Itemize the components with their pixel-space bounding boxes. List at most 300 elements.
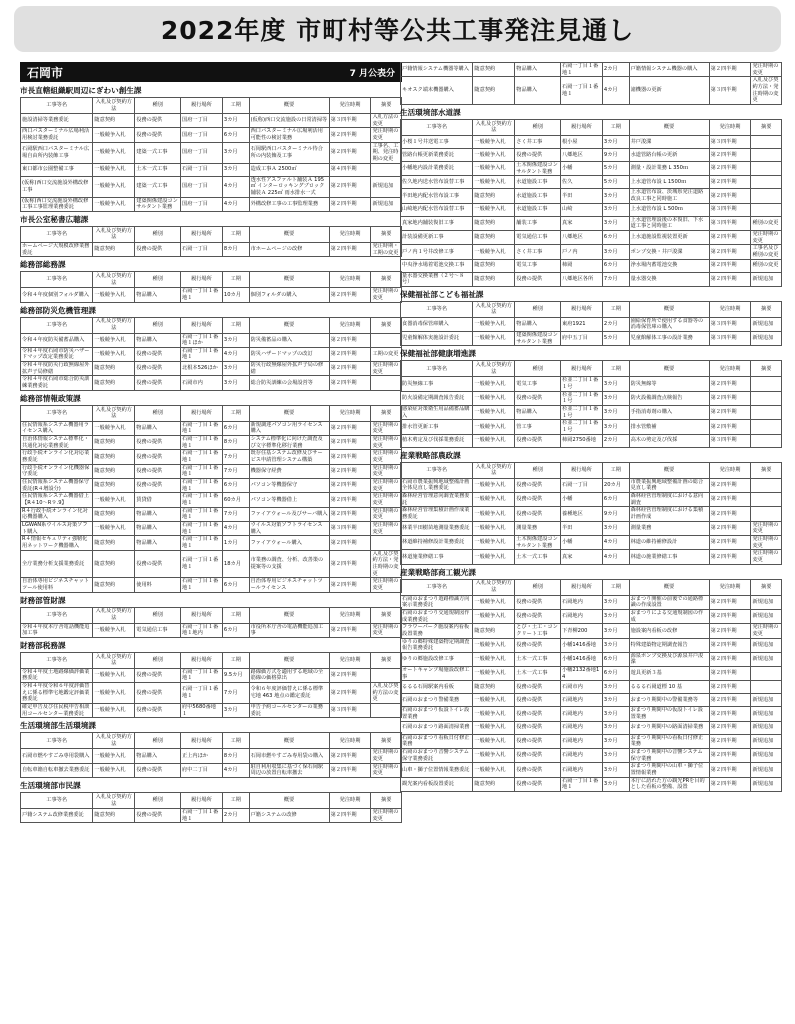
- table-cell: 一般競争入札: [473, 609, 515, 623]
- table-cell: 国府一丁目: [181, 142, 223, 163]
- table-cell: 第３四半期: [329, 521, 371, 535]
- table-cell: R４行政手続オンライン化対応機器購入: [21, 507, 93, 521]
- table-cell: 4カ月: [602, 535, 629, 549]
- table-cell: 一般競争入札: [473, 245, 515, 259]
- table-cell: おまつり期間中の警備業務等: [629, 694, 709, 707]
- table-row: [401, 135, 782, 148]
- table-cell: 小幡: [561, 535, 603, 549]
- table-row: [21, 421, 402, 435]
- project-table: [400, 360, 782, 447]
- publication-date: 7 月公表分: [349, 68, 395, 79]
- table-cell: 一般競争入札: [93, 668, 135, 682]
- table-row: [401, 749, 782, 763]
- table-cell: 令和４年度土地路線価評価業務委託: [21, 668, 93, 682]
- table-cell: 自治体情報システム標準化・共通化対応業務委託: [21, 436, 93, 450]
- table-cell: 小桜１号井送電工事: [401, 135, 473, 148]
- table-cell: 第３四半期: [709, 77, 751, 105]
- column-header: 種別: [135, 733, 181, 749]
- table-cell: LGWAN系ウイルス対策ソフト購入: [21, 521, 93, 535]
- table-cell: 発注時期の変更: [371, 507, 402, 521]
- table-cell: 9.5カ月: [222, 668, 249, 682]
- column-header: 種別: [135, 317, 181, 333]
- table-cell: 物品購入: [135, 507, 181, 521]
- table-row: [401, 176, 782, 189]
- table-cell: 入札及び契約方法・発注時期の変更: [751, 77, 782, 105]
- column-header: 摘要: [371, 793, 402, 809]
- table-cell: 10カ月: [222, 288, 249, 302]
- table-cell: 賃貸借: [135, 493, 181, 507]
- title-banner: [14, 6, 781, 52]
- table-cell: 真家地内舗装復旧工事: [401, 216, 473, 230]
- table-cell: 戸ノ内: [561, 245, 603, 259]
- table-cell: 第２四半期: [709, 420, 751, 434]
- table-cell: 第２四半期: [329, 436, 371, 450]
- table-cell: 令和４年度令和６年度評価替えに係る標準宅地鑑定評価業務委託: [21, 683, 93, 704]
- table-cell: 一般競争入札: [93, 163, 135, 176]
- table-cell: 3カ月: [222, 376, 249, 390]
- table-cell: 発注時期の変更: [371, 450, 402, 464]
- table-cell: 一般競争入札: [473, 707, 515, 721]
- table-cell: 第２四半期: [709, 721, 751, 734]
- table-row: [21, 683, 402, 704]
- table-cell: [751, 161, 782, 175]
- table-cell: 東府1921: [561, 317, 603, 331]
- table-cell: パソコン等機器保守: [249, 479, 329, 493]
- table-cell: 一般競争入札: [473, 763, 515, 777]
- table-cell: 発注時期の変更: [751, 624, 782, 638]
- table-cell: 防災無線等: [629, 377, 709, 391]
- table-cell: 第２四半期: [329, 623, 371, 637]
- table-cell: 施設清掃等業務委託: [21, 114, 93, 128]
- column-header: 入札及び契約方法: [93, 652, 135, 668]
- table-cell: 第２四半期: [329, 493, 371, 507]
- column-header: 工事等名: [21, 317, 93, 333]
- column-header: 入札及び契約方法: [473, 361, 515, 377]
- table-cell: 電気通信工事: [515, 230, 561, 244]
- table-cell: 既存住基システム改修及びサービス申請管理システム構築: [249, 450, 329, 464]
- table-cell: 令和４年度防災備蓄品購入: [21, 333, 93, 347]
- table-cell: 役務の提供: [515, 493, 561, 507]
- table-cell: 高木の剪定及び伐採: [629, 434, 709, 447]
- table-row: [21, 436, 402, 450]
- table-cell: 杉並二丁目１番１号: [561, 391, 603, 405]
- table-cell: 申告予約コールセンターの業務委託: [249, 704, 329, 718]
- table-cell: 4カ月: [222, 176, 249, 197]
- table-cell: 役務の提供: [515, 763, 561, 777]
- table-cell: 役務の提供: [135, 436, 181, 450]
- table-cell: 役務の提供: [135, 464, 181, 478]
- table-cell: 第２四半期: [709, 259, 751, 272]
- table-cell: 造成工事Ａ 2500㎡: [249, 163, 329, 176]
- table-cell: [371, 376, 402, 390]
- table-cell: 児童館解体工事の設計業務: [629, 332, 709, 346]
- table-cell: 役務の提供: [135, 683, 181, 704]
- table-cell: 使用料: [135, 578, 181, 592]
- column-header: 工期: [222, 226, 249, 242]
- table-cell: 第２四半期: [709, 189, 751, 203]
- table-cell: 随意契約: [93, 479, 135, 493]
- table-cell: 植木剪定及び伐採業務委託: [401, 434, 473, 447]
- column-header: 摘要: [751, 361, 782, 377]
- table-cell: 役務の提供: [515, 434, 561, 447]
- table-cell: 観光案内看板設置委託: [401, 777, 473, 791]
- table-row: [401, 420, 782, 434]
- column-header: 種別: [135, 793, 181, 809]
- table-cell: 石岡駅西口バスターミナル待合所の内装飾及工事: [249, 142, 329, 163]
- table-cell: 3カ月: [602, 135, 629, 148]
- table-cell: 石岡一丁目１番地１: [181, 421, 223, 435]
- table-cell: 4カ月: [222, 347, 249, 361]
- table-cell: 石岡のおまつり交通規制図作成業務委託: [401, 609, 473, 623]
- project-table: [20, 405, 402, 593]
- table-cell: [751, 667, 782, 681]
- table-cell: 第２四半期: [709, 550, 751, 564]
- column-header: 発注時期: [329, 272, 371, 288]
- column-header: 工事等名: [21, 607, 93, 623]
- table-cell: フラワーパーク施設案内看板設置業務: [401, 624, 473, 638]
- department-heading: 産業戦略部農政課: [400, 450, 461, 460]
- table-cell: 第２四半期: [329, 450, 371, 464]
- table-cell: 石岡市農業振興地域整備計画全体見直し業務委託: [401, 478, 473, 492]
- table-cell: 水道施設工事: [515, 176, 561, 189]
- table-row: [21, 668, 402, 682]
- column-header: 概要: [249, 226, 329, 242]
- table-cell: 上水道管布設 L 500ｍ: [629, 203, 709, 216]
- table-cell: 役務の提供: [515, 507, 561, 521]
- table-cell: 随意契約: [93, 578, 135, 592]
- table-cell: 役務の提供: [515, 721, 561, 734]
- table-cell: 発注時期の変更: [371, 479, 402, 493]
- table-cell: 随意契約: [473, 63, 515, 77]
- table-cell: 5カ月: [602, 176, 629, 189]
- column-header: 発注時期: [329, 652, 371, 668]
- column-header: 発注時期: [709, 119, 751, 135]
- table-cell: [371, 668, 402, 682]
- table-cell: 第２四半期: [329, 749, 371, 763]
- table-cell: (仮称)西口交流施設の日常清掃等: [249, 114, 329, 128]
- table-cell: 第２四半期: [329, 176, 371, 197]
- table-cell: 感染症対策衛生用品備蓄品購入: [401, 406, 473, 420]
- table-cell: 随意契約: [473, 272, 515, 286]
- table-cell: 八郷地区: [561, 148, 603, 161]
- table-cell: 随意契約: [93, 464, 135, 478]
- project-table: [400, 301, 782, 347]
- table-cell: 石岡一丁目１番地１: [561, 777, 603, 791]
- table-cell: 入札方法の変更: [371, 114, 402, 128]
- table-cell: 物品購入: [135, 536, 181, 550]
- table-cell: 新規調達パソコン用ライセンス購入: [249, 421, 329, 435]
- table-cell: 一般競争入札: [93, 333, 135, 347]
- table-cell: 一般競争入札: [93, 288, 135, 302]
- table-cell: 7カ月: [602, 272, 629, 286]
- table-cell: パソコン等機器借上: [249, 493, 329, 507]
- table-cell: [751, 135, 782, 148]
- table-cell: システム標準化に向けた調査及び文字標準化移行業務: [249, 436, 329, 450]
- table-cell: 工期の変更: [371, 347, 402, 361]
- table-cell: 1カ月: [222, 536, 249, 550]
- table-cell: 外構改修工事の工事監理業務: [249, 197, 329, 211]
- table-cell: 新規追加: [751, 749, 782, 763]
- column-header: 概要: [249, 793, 329, 809]
- project-table: [20, 97, 402, 212]
- column-header: 入札及び契約方法: [473, 301, 515, 317]
- column-header: 発注時期: [329, 733, 371, 749]
- table-cell: 6カ月: [222, 421, 249, 435]
- column-header: 履行場所: [181, 317, 223, 333]
- table-cell: [751, 176, 782, 189]
- table-cell: 役務の提供: [135, 479, 181, 493]
- table-cell: 第２四半期: [329, 683, 371, 704]
- table-cell: 石岡一丁目: [181, 163, 223, 176]
- table-cell: 役務の提供: [135, 128, 181, 142]
- table-cell: 林道施業修繕工事: [401, 550, 473, 564]
- column-header: 入札及び契約方法: [93, 226, 135, 242]
- table-cell: 随意契約: [93, 450, 135, 464]
- column-header: 履行場所: [181, 226, 223, 242]
- table-cell: 施設案内看板の改修: [629, 624, 709, 638]
- table-cell: 一般競争入札: [93, 704, 135, 718]
- table-cell: 防災備蓄品の購入: [249, 333, 329, 347]
- department-heading: 保健福祉部健康増進課: [400, 349, 476, 359]
- table-cell: 一般競争入札: [473, 521, 515, 535]
- table-cell: 石岡市燃やすごみ専用袋購入: [21, 749, 93, 763]
- table-cell: 下青柳200: [561, 624, 603, 638]
- table-cell: 一般競争入札: [473, 434, 515, 447]
- table-cell: 防火設備定期調査報告委託: [401, 391, 473, 405]
- table-cell: [751, 391, 782, 405]
- table-cell: 水道管路台帳の更新: [629, 148, 709, 161]
- department-heading: 保健福祉部こども福祉課: [400, 289, 484, 299]
- table-cell: 3カ月: [602, 763, 629, 777]
- table-cell: 自治体専用ビジネスチャットツール使用料: [21, 578, 93, 592]
- table-cell: 管路台帳更新業務委託: [401, 148, 473, 161]
- table-cell: 第２四半期: [709, 595, 751, 609]
- department-heading: 財務部管財課: [20, 595, 66, 605]
- table-cell: 6カ月: [222, 128, 249, 142]
- table-cell: 第２四半期: [709, 161, 751, 175]
- table-row: [401, 434, 782, 447]
- table-cell: 第２四半期: [329, 464, 371, 478]
- table-cell: 3カ月: [222, 362, 249, 376]
- table-cell: 舗装工事: [515, 216, 561, 230]
- table-cell: 個別フォルダの購入: [249, 288, 329, 302]
- table-cell: [751, 420, 782, 434]
- table-row: [21, 288, 402, 302]
- table-cell: 一般競争入札: [473, 507, 515, 521]
- column-header: 発注時期: [329, 405, 371, 421]
- table-cell: 役務の提供: [135, 242, 181, 256]
- column-header: 入札及び契約方法: [473, 119, 515, 135]
- table-cell: 物品購入: [135, 521, 181, 535]
- department-heading: 生活環境部市民課: [20, 781, 81, 791]
- table-cell: 石岡地内: [561, 734, 603, 748]
- department-heading: 総務部防災危機管理課: [20, 305, 96, 315]
- column-header: 履行場所: [561, 579, 603, 595]
- table-cell: [751, 203, 782, 216]
- table-cell: 第２四半期: [329, 550, 371, 578]
- table-cell: 園給保育所で使用する食器等の消毒保管庫の購入: [629, 317, 709, 331]
- table-cell: 第２四半期: [709, 535, 751, 549]
- project-table: [400, 62, 782, 105]
- table-cell: 新規追加: [751, 763, 782, 777]
- table-cell: 一般競争入札: [93, 623, 135, 637]
- column-header: 種別: [135, 652, 181, 668]
- table-row: [401, 777, 782, 791]
- table-header-row: [21, 272, 402, 288]
- table-cell: 物品購入: [515, 406, 561, 420]
- table-cell: 佐久地内送水管布設替工事: [401, 176, 473, 189]
- table-cell: 6カ月: [602, 652, 629, 666]
- table-cell: 新規追加: [751, 707, 782, 721]
- table-cell: 発注時期の変更: [371, 809, 402, 823]
- table-cell: 第２四半期: [709, 245, 751, 259]
- table-cell: おまつり期間中の音響システム保守業務: [629, 749, 709, 763]
- table-cell: 第４四半期: [329, 163, 371, 176]
- table-row: [401, 189, 782, 203]
- table-cell: 3カ月: [222, 163, 249, 176]
- table-cell: 一般競争入札: [473, 161, 515, 175]
- table-cell: 半田: [561, 521, 603, 535]
- table-cell: 根小屋: [561, 135, 603, 148]
- table-cell: 第３四半期: [329, 114, 371, 128]
- column-header: 概要: [249, 98, 329, 114]
- column-header: 概要: [249, 272, 329, 288]
- table-cell: 石岡一丁目１番地１地内: [181, 623, 223, 637]
- table-cell: 一般競争入札: [93, 197, 135, 211]
- table-cell: 20カ月: [602, 478, 629, 492]
- table-cell: 排水管敷補: [629, 420, 709, 434]
- table-row: [401, 77, 782, 105]
- project-table: [20, 732, 402, 778]
- table-row: [21, 242, 402, 256]
- table-cell: 3カ月: [602, 245, 629, 259]
- column-header: 入札及び契約方法: [93, 272, 135, 288]
- table-row: [21, 493, 402, 507]
- table-cell: 上水道管埋設後の本復旧、下水道工事と同時施工: [629, 216, 709, 230]
- table-row: [401, 493, 782, 507]
- column-header: 入札及び契約方法: [93, 733, 135, 749]
- table-cell: 新規追加: [371, 176, 402, 197]
- table-cell: 令和４年度石岡市総合防災訓練業務委託: [21, 376, 93, 390]
- column-header: 工事等名: [21, 226, 93, 242]
- table-cell: 7カ月: [222, 683, 249, 704]
- table-cell: 令和４年度石岡市防災ハザードマップ改定業務委託: [21, 347, 93, 361]
- table-cell: 一般競争入札: [473, 332, 515, 346]
- table-cell: 役務の提供: [515, 609, 561, 623]
- table-cell: 発注時期の変更: [751, 521, 782, 535]
- table-cell: 2カ月: [602, 434, 629, 447]
- table-cell: [751, 434, 782, 447]
- table-cell: 戸籍情報システム機器等購入: [401, 63, 473, 77]
- table-cell: 第２四半期: [709, 272, 751, 286]
- table-cell: 7カ月: [222, 450, 249, 464]
- table-cell: 柿岡2750番地: [561, 434, 603, 447]
- table-cell: 住民情報系システム機器用ライセンス購入: [21, 421, 93, 435]
- table-cell: 4カ月: [602, 550, 629, 564]
- project-table: [400, 579, 782, 792]
- table-cell: 府中5680番地１: [181, 704, 223, 718]
- table-cell: 一般競争入札: [473, 203, 515, 216]
- table-row: [21, 176, 402, 197]
- table-cell: 柿岡: [561, 259, 603, 272]
- table-cell: 入札及び契約方法の変更: [371, 683, 402, 704]
- table-cell: 新規追加: [751, 734, 782, 748]
- table-cell: 手指消毒剤の購入: [629, 406, 709, 420]
- table-cell: 随意契約: [93, 362, 135, 376]
- table-cell: 第２四半期: [329, 288, 371, 302]
- column-header: 入札及び契約方法: [93, 405, 135, 421]
- table-cell: 3カ月: [602, 681, 629, 694]
- table-cell: 第２四半期: [709, 652, 751, 666]
- table-cell: 発注時期の変更: [751, 230, 782, 244]
- table-cell: 6カ月: [602, 667, 629, 681]
- department-heading: 総務部情報政策課: [20, 393, 81, 403]
- table-row: [21, 550, 402, 578]
- table-cell: オートキャンプ場施設改修工事: [401, 667, 473, 681]
- table-cell: 新規追加: [751, 595, 782, 609]
- table-cell: 役務の提供: [515, 694, 561, 707]
- table-cell: 一般競争入札: [473, 595, 515, 609]
- table-header-row: [21, 607, 402, 623]
- table-cell: 3カ月: [602, 721, 629, 734]
- table-cell: ポンプ交換・井戸浚渫: [629, 245, 709, 259]
- table-row: [21, 763, 402, 777]
- table-cell: 一般競争入札: [473, 478, 515, 492]
- project-table: [20, 652, 402, 719]
- table-cell: 第２四半期: [329, 142, 371, 163]
- table-cell: 第２四半期: [709, 493, 751, 507]
- table-cell: 小幡1416番地: [561, 638, 603, 652]
- column-header: 種別: [515, 462, 561, 478]
- table-cell: 6カ月: [602, 230, 629, 244]
- table-cell: 石岡のおまつり看板日付修正業務: [401, 734, 473, 748]
- table-cell: さく井工事: [515, 135, 561, 148]
- column-header: 履行場所: [181, 733, 223, 749]
- table-row: [21, 507, 402, 521]
- table-row: [21, 362, 402, 376]
- table-cell: 4カ月: [222, 197, 249, 211]
- table-row: [401, 652, 782, 666]
- table-cell: 北根本526ほか: [181, 362, 223, 376]
- table-cell: 5カ月: [602, 161, 629, 175]
- table-cell: 種別の変更: [751, 216, 782, 230]
- table-cell: 佐久: [561, 176, 603, 189]
- table-cell: おまつり期間中の路面清掃業務: [629, 721, 709, 734]
- table-cell: 山崎地内配水管布設替工事: [401, 203, 473, 216]
- table-row: [21, 114, 402, 128]
- table-row: [21, 623, 402, 637]
- table-cell: [751, 507, 782, 521]
- table-cell: 行政手続オンライン化対応業務委託: [21, 450, 93, 464]
- table-row: [401, 478, 782, 492]
- table-header-row: [21, 226, 402, 242]
- table-cell: 役務の提供: [135, 114, 181, 128]
- table-cell: 第２四半期: [709, 148, 751, 161]
- table-cell: 第２四半期: [329, 479, 371, 493]
- column-header: 履行場所: [181, 98, 223, 114]
- table-cell: 3カ月: [602, 595, 629, 609]
- page-title: 2022年度 市町村等公共工事発注見通し: [160, 16, 635, 45]
- table-cell: 水道施設工事: [515, 189, 561, 203]
- column-header: 概要: [629, 119, 709, 135]
- table-cell: 一般競争入札: [93, 493, 135, 507]
- table-cell: [751, 493, 782, 507]
- table-cell: (仮称)西口交流施設外構改修工事工事監理業務委託: [21, 197, 93, 211]
- table-cell: 3カ月: [602, 624, 629, 638]
- table-cell: 児童館解体実施設計委託: [401, 332, 473, 346]
- table-cell: 新規追加: [751, 272, 782, 286]
- table-cell: 自転車籍自転車撤去業務委託: [21, 763, 93, 777]
